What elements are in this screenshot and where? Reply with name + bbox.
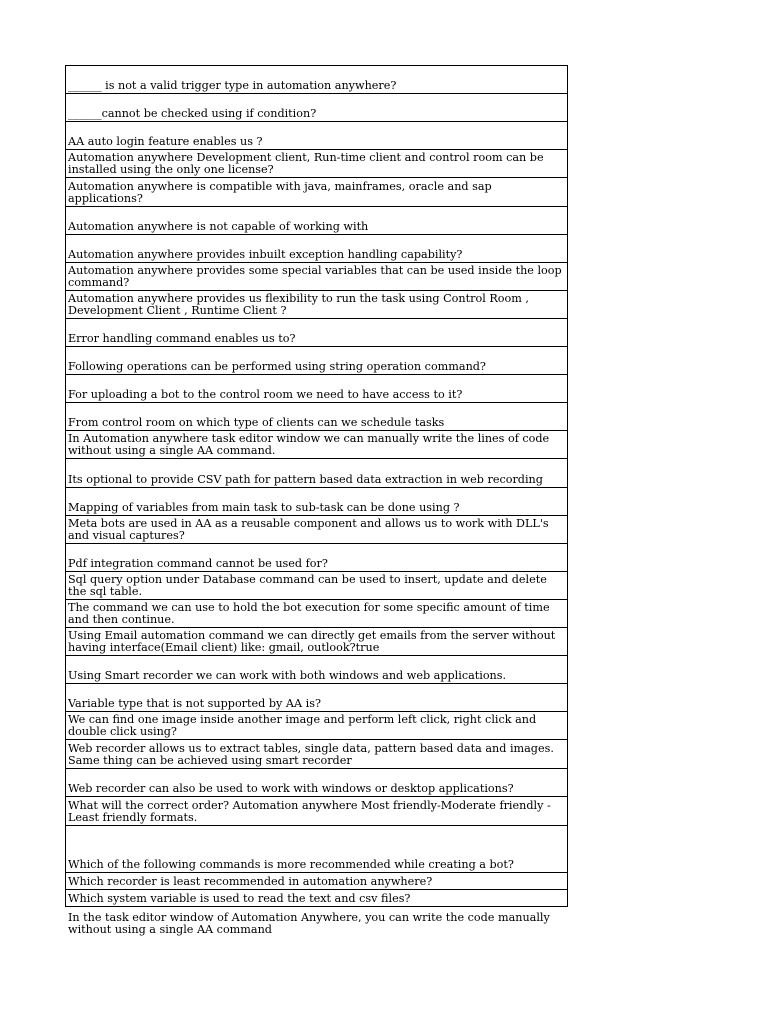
question-text: ______ is not a valid trigger type in automation anywhere? (68, 79, 397, 92)
question-row (65, 94, 568, 122)
question-text: Variable type that is not supported by AA is? (68, 697, 321, 710)
question-row (65, 656, 568, 684)
question-text: Sql query option under Database command can be used to insert, update and delete the sql table. (68, 573, 547, 598)
question-row (65, 319, 568, 347)
question-text: Automation anywhere is not capable of working with (68, 220, 369, 233)
question-text: Automation anywhere provides some special variables that can be used inside the loop command? (68, 264, 562, 289)
question-row (65, 235, 568, 263)
question-text: For uploading a bot to the control room we need to have access to it? (68, 388, 463, 401)
question-row (65, 684, 568, 712)
question-text: Pdf integration command cannot be used for? (68, 557, 328, 570)
question-row (65, 797, 568, 826)
question-text: Its optional to provide CSV path for pattern based data extraction in web recording (68, 473, 543, 486)
question-text: Mapping of variables from main task to sub-task can be done using ? (68, 501, 460, 514)
question-text: Following operations can be performed using string operation command? (68, 360, 486, 373)
question-row (65, 712, 568, 740)
question-row (65, 347, 568, 375)
question-text: Error handling command enables us to? (68, 332, 296, 345)
question-row (65, 516, 568, 544)
question-row (65, 66, 568, 94)
question-text: Meta bots are used in AA as a reusable component and allows us to work with DLL's and visual captures? (68, 517, 549, 542)
question-row (65, 291, 568, 319)
question-row (65, 207, 568, 235)
question-text: Automation anywhere is compatible with java, mainframes, oracle and sap applications? (68, 180, 492, 205)
question-text: Automation anywhere provides inbuilt exception handling capability? (68, 248, 463, 261)
question-text: Using Email automation command we can directly get emails from the server without having interface(Email client) like: gmail, outlook?true (68, 629, 556, 654)
question-row (65, 122, 568, 150)
question-text: AA auto login feature enables us ? (68, 135, 263, 148)
question-text: Automation anywhere Development client, Run-time client and control room can be installed using the only one license? (68, 151, 544, 176)
question-row (65, 375, 568, 403)
question-row (65, 600, 568, 628)
question-text: Web recorder can also be used to work with windows or desktop applications? (68, 782, 514, 795)
question-row (65, 740, 568, 769)
question-text: From control room on which type of clients can we schedule tasks (68, 416, 445, 429)
question-text: What will the correct order? Automation anywhere Most friendly-Moderate friendly - Least friendly formats. (68, 799, 551, 824)
question-row (65, 431, 568, 459)
question-text: Which of the following commands is more recommended while creating a bot? (68, 858, 514, 871)
question-row (65, 544, 568, 572)
question-text: Web recorder allows us to extract tables, single data, pattern based data and images. Same thing can be achieved using smart recorder (68, 742, 554, 767)
question-text: In Automation anywhere task editor window we can manually write the lines of code without using a single AA command. (68, 432, 550, 457)
question-text: Automation anywhere provides us flexibility to run the task using Control Room , Development Client , Runtime Client ? (68, 292, 529, 317)
question-row (65, 572, 568, 600)
question-text: Which recorder is least recommended in automation anywhere? (68, 875, 433, 888)
question-row (65, 890, 568, 907)
question-sheet (65, 65, 568, 937)
question-row (65, 178, 568, 207)
question-text: ______cannot be checked using if condition? (68, 107, 317, 120)
question-row (65, 263, 568, 291)
question-row (65, 873, 568, 890)
question-text: Using Smart recorder we can work with both windows and web applications. (68, 669, 507, 682)
question-text: The command we can use to hold the bot execution for some specific amount of time and then continue. (68, 601, 550, 626)
question-row (65, 403, 568, 431)
question-text: We can find one image inside another image and perform left click, right click and double click using? (68, 713, 537, 738)
question-row (65, 150, 568, 178)
question-row (65, 826, 568, 873)
question-row (65, 628, 568, 656)
question-row (65, 769, 568, 797)
question-row (65, 459, 568, 488)
question-row (65, 907, 568, 937)
question-text: In the task editor window of Automation Anywhere, you can write the code manually without using a single AA command (68, 911, 550, 936)
question-text: Which system variable is used to read the text and csv files? (68, 892, 411, 905)
question-row (65, 488, 568, 516)
